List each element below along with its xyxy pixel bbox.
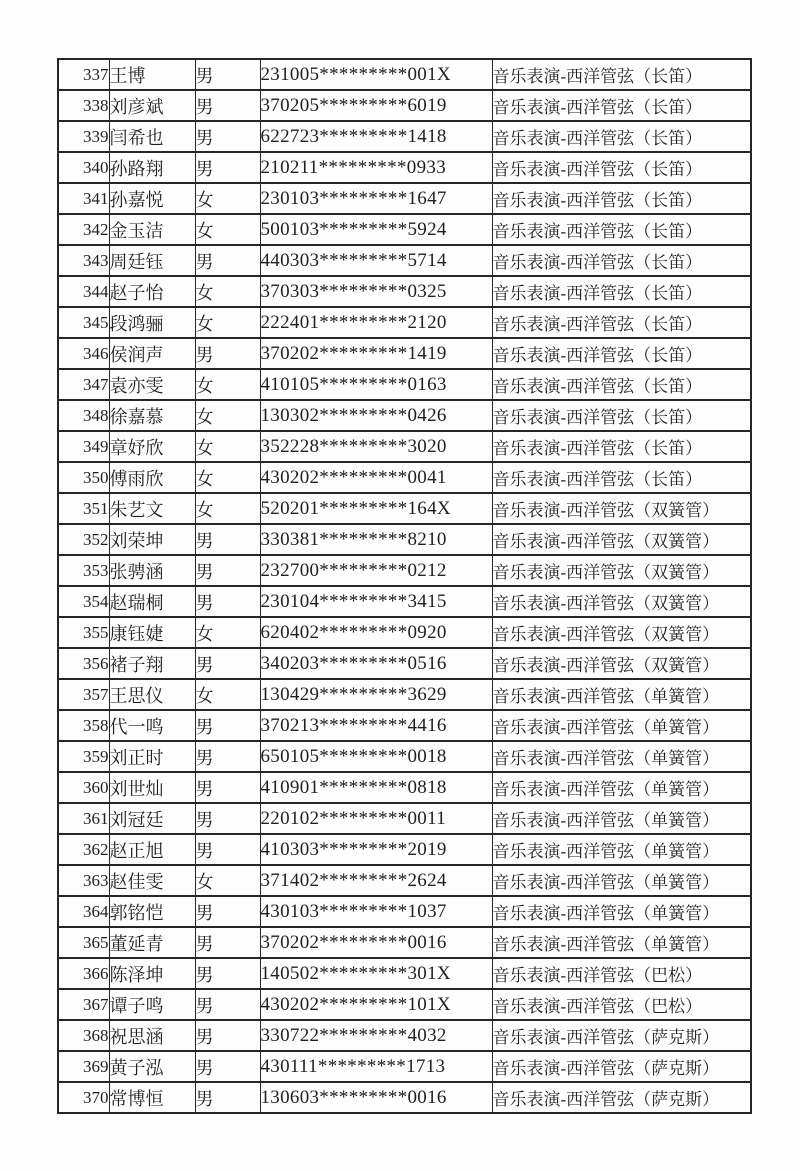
major-cell: 音乐表演-西洋管弦（长笛） <box>492 307 751 338</box>
gender-cell: 女 <box>195 462 260 493</box>
name-cell: 祝思涵 <box>109 1020 195 1051</box>
major-cell: 音乐表演-西洋管弦（长笛） <box>492 338 751 369</box>
name-cell: 段鸿骊 <box>109 307 195 338</box>
gender-cell: 女 <box>195 183 260 214</box>
table-row <box>58 741 751 772</box>
row-number-cell: 368 <box>58 1020 109 1051</box>
row-number-cell: 361 <box>58 803 109 834</box>
row-number-cell: 353 <box>58 555 109 586</box>
major-cell: 音乐表演-西洋管弦（长笛） <box>492 431 751 462</box>
row-number-cell: 346 <box>58 338 109 369</box>
table-row <box>58 989 751 1020</box>
table-row <box>58 834 751 865</box>
table-row <box>58 1082 751 1113</box>
name-cell: 黄子泓 <box>109 1051 195 1082</box>
name-cell: 刘冠廷 <box>109 803 195 834</box>
roster-table <box>57 58 752 1114</box>
name-cell: 谭子鸣 <box>109 989 195 1020</box>
major-cell: 音乐表演-西洋管弦（长笛） <box>492 121 751 152</box>
row-number-cell: 348 <box>58 400 109 431</box>
id-number-cell: 231005*********001X <box>260 59 492 90</box>
id-number-cell: 500103*********5924 <box>260 214 492 245</box>
table-row <box>58 772 751 803</box>
name-cell: 郭铭恺 <box>109 896 195 927</box>
row-number-cell: 356 <box>58 648 109 679</box>
name-cell: 刘世灿 <box>109 772 195 803</box>
major-cell: 音乐表演-西洋管弦（双簧管） <box>492 524 751 555</box>
id-number-cell: 230103*********1647 <box>260 183 492 214</box>
gender-cell: 女 <box>195 214 260 245</box>
major-cell: 音乐表演-西洋管弦（长笛） <box>492 276 751 307</box>
row-number-cell: 340 <box>58 152 109 183</box>
row-number-cell: 370 <box>58 1082 109 1113</box>
id-number-cell: 650105*********0018 <box>260 741 492 772</box>
gender-cell: 男 <box>195 90 260 121</box>
id-number-cell: 130429*********3629 <box>260 679 492 710</box>
gender-cell: 男 <box>195 648 260 679</box>
row-number-cell: 343 <box>58 245 109 276</box>
name-cell: 王思仪 <box>109 679 195 710</box>
table-row <box>58 958 751 989</box>
table-row <box>58 617 751 648</box>
major-cell: 音乐表演-西洋管弦（双簧管） <box>492 617 751 648</box>
name-cell: 常博恒 <box>109 1082 195 1113</box>
table-row <box>58 276 751 307</box>
row-number-cell: 338 <box>58 90 109 121</box>
major-cell: 音乐表演-西洋管弦（单簧管） <box>492 679 751 710</box>
row-number-cell: 350 <box>58 462 109 493</box>
id-number-cell: 370202*********0016 <box>260 927 492 958</box>
id-number-cell: 410901*********0818 <box>260 772 492 803</box>
name-cell: 侯润声 <box>109 338 195 369</box>
table-row <box>58 524 751 555</box>
table-row <box>58 245 751 276</box>
table-row <box>58 369 751 400</box>
id-number-cell: 430202*********101X <box>260 989 492 1020</box>
table-row <box>58 555 751 586</box>
name-cell: 徐嘉慕 <box>109 400 195 431</box>
row-number-cell: 360 <box>58 772 109 803</box>
gender-cell: 男 <box>195 710 260 741</box>
name-cell: 赵子怡 <box>109 276 195 307</box>
gender-cell: 男 <box>195 896 260 927</box>
gender-cell: 男 <box>195 338 260 369</box>
id-number-cell: 220102*********0011 <box>260 803 492 834</box>
table-row <box>58 586 751 617</box>
name-cell: 赵佳雯 <box>109 865 195 896</box>
row-number-cell: 366 <box>58 958 109 989</box>
row-number-cell: 363 <box>58 865 109 896</box>
gender-cell: 女 <box>195 369 260 400</box>
id-number-cell: 140502*********301X <box>260 958 492 989</box>
major-cell: 音乐表演-西洋管弦（巴松） <box>492 989 751 1020</box>
table-row <box>58 338 751 369</box>
gender-cell: 女 <box>195 679 260 710</box>
name-cell: 傅雨欣 <box>109 462 195 493</box>
name-cell: 刘正时 <box>109 741 195 772</box>
row-number-cell: 342 <box>58 214 109 245</box>
gender-cell: 男 <box>195 803 260 834</box>
major-cell: 音乐表演-西洋管弦（双簧管） <box>492 586 751 617</box>
table-row <box>58 896 751 927</box>
row-number-cell: 339 <box>58 121 109 152</box>
name-cell: 闫希也 <box>109 121 195 152</box>
gender-cell: 男 <box>195 989 260 1020</box>
table-row <box>58 927 751 958</box>
gender-cell: 女 <box>195 400 260 431</box>
gender-cell: 男 <box>195 59 260 90</box>
gender-cell: 男 <box>195 1051 260 1082</box>
table-row <box>58 710 751 741</box>
id-number-cell: 232700*********0212 <box>260 555 492 586</box>
id-number-cell: 340203*********0516 <box>260 648 492 679</box>
gender-cell: 女 <box>195 431 260 462</box>
table-row <box>58 400 751 431</box>
id-number-cell: 620402*********0920 <box>260 617 492 648</box>
major-cell: 音乐表演-西洋管弦（长笛） <box>492 152 751 183</box>
table-row <box>58 431 751 462</box>
major-cell: 音乐表演-西洋管弦（单簧管） <box>492 741 751 772</box>
row-number-cell: 365 <box>58 927 109 958</box>
row-number-cell: 351 <box>58 493 109 524</box>
table-row <box>58 307 751 338</box>
major-cell: 音乐表演-西洋管弦（长笛） <box>492 400 751 431</box>
gender-cell: 女 <box>195 493 260 524</box>
name-cell: 周廷钰 <box>109 245 195 276</box>
major-cell: 音乐表演-西洋管弦（萨克斯） <box>492 1020 751 1051</box>
gender-cell: 女 <box>195 617 260 648</box>
row-number-cell: 347 <box>58 369 109 400</box>
major-cell: 音乐表演-西洋管弦（单簧管） <box>492 710 751 741</box>
name-cell: 赵瑞桐 <box>109 586 195 617</box>
gender-cell: 男 <box>195 1020 260 1051</box>
table-row <box>58 183 751 214</box>
table-row <box>58 493 751 524</box>
row-number-cell: 362 <box>58 834 109 865</box>
id-number-cell: 410303*********2019 <box>260 834 492 865</box>
major-cell: 音乐表演-西洋管弦（长笛） <box>492 214 751 245</box>
table-row <box>58 803 751 834</box>
id-number-cell: 370213*********4416 <box>260 710 492 741</box>
name-cell: 刘彦斌 <box>109 90 195 121</box>
id-number-cell: 370205*********6019 <box>260 90 492 121</box>
name-cell: 代一鸣 <box>109 710 195 741</box>
major-cell: 音乐表演-西洋管弦（单簧管） <box>492 865 751 896</box>
gender-cell: 男 <box>195 245 260 276</box>
major-cell: 音乐表演-西洋管弦（双簧管） <box>492 648 751 679</box>
gender-cell: 男 <box>195 152 260 183</box>
name-cell: 孙路翔 <box>109 152 195 183</box>
major-cell: 音乐表演-西洋管弦（长笛） <box>492 369 751 400</box>
gender-cell: 男 <box>195 121 260 152</box>
name-cell: 褚子翔 <box>109 648 195 679</box>
gender-cell: 男 <box>195 1082 260 1113</box>
major-cell: 音乐表演-西洋管弦（单簧管） <box>492 927 751 958</box>
id-number-cell: 370303*********0325 <box>260 276 492 307</box>
name-cell: 董延青 <box>109 927 195 958</box>
id-number-cell: 371402*********2624 <box>260 865 492 896</box>
name-cell: 赵正旭 <box>109 834 195 865</box>
gender-cell: 男 <box>195 772 260 803</box>
row-number-cell: 345 <box>58 307 109 338</box>
name-cell: 章妤欣 <box>109 431 195 462</box>
id-number-cell: 430202*********0041 <box>260 462 492 493</box>
name-cell: 王博 <box>109 59 195 90</box>
table-row <box>58 648 751 679</box>
gender-cell: 男 <box>195 834 260 865</box>
id-number-cell: 210211*********0933 <box>260 152 492 183</box>
gender-cell: 女 <box>195 276 260 307</box>
id-number-cell: 430103*********1037 <box>260 896 492 927</box>
id-number-cell: 520201*********164X <box>260 493 492 524</box>
table-row <box>58 121 751 152</box>
id-number-cell: 130603*********0016 <box>260 1082 492 1113</box>
major-cell: 音乐表演-西洋管弦（长笛） <box>492 183 751 214</box>
id-number-cell: 222401*********2120 <box>260 307 492 338</box>
name-cell: 张骋涵 <box>109 555 195 586</box>
major-cell: 音乐表演-西洋管弦（双簧管） <box>492 555 751 586</box>
row-number-cell: 337 <box>58 59 109 90</box>
id-number-cell: 622723*********1418 <box>260 121 492 152</box>
gender-cell: 男 <box>195 958 260 989</box>
gender-cell: 男 <box>195 927 260 958</box>
table-row <box>58 90 751 121</box>
gender-cell: 男 <box>195 741 260 772</box>
name-cell: 袁亦雯 <box>109 369 195 400</box>
name-cell: 康钰婕 <box>109 617 195 648</box>
name-cell: 刘荣坤 <box>109 524 195 555</box>
major-cell: 音乐表演-西洋管弦（长笛） <box>492 59 751 90</box>
major-cell: 音乐表演-西洋管弦（单簧管） <box>492 834 751 865</box>
row-number-cell: 359 <box>58 741 109 772</box>
gender-cell: 男 <box>195 586 260 617</box>
id-number-cell: 430111*********1713 <box>260 1051 492 1082</box>
id-number-cell: 440303*********5714 <box>260 245 492 276</box>
name-cell: 孙嘉悦 <box>109 183 195 214</box>
major-cell: 音乐表演-西洋管弦（萨克斯） <box>492 1082 751 1113</box>
name-cell: 金玉洁 <box>109 214 195 245</box>
id-number-cell: 130302*********0426 <box>260 400 492 431</box>
major-cell: 音乐表演-西洋管弦（萨克斯） <box>492 1051 751 1082</box>
id-number-cell: 230104*********3415 <box>260 586 492 617</box>
row-number-cell: 364 <box>58 896 109 927</box>
id-number-cell: 330722*********4032 <box>260 1020 492 1051</box>
row-number-cell: 354 <box>58 586 109 617</box>
major-cell: 音乐表演-西洋管弦（长笛） <box>492 462 751 493</box>
major-cell: 音乐表演-西洋管弦（单簧管） <box>492 896 751 927</box>
table-row <box>58 865 751 896</box>
name-cell: 陈泽坤 <box>109 958 195 989</box>
major-cell: 音乐表演-西洋管弦（长笛） <box>492 245 751 276</box>
row-number-cell: 352 <box>58 524 109 555</box>
id-number-cell: 352228*********3020 <box>260 431 492 462</box>
roster-table-body <box>58 59 751 1113</box>
table-row <box>58 1051 751 1082</box>
major-cell: 音乐表演-西洋管弦（长笛） <box>492 90 751 121</box>
major-cell: 音乐表演-西洋管弦（双簧管） <box>492 493 751 524</box>
id-number-cell: 330381*********8210 <box>260 524 492 555</box>
gender-cell: 女 <box>195 865 260 896</box>
row-number-cell: 357 <box>58 679 109 710</box>
table-row <box>58 462 751 493</box>
major-cell: 音乐表演-西洋管弦（巴松） <box>492 958 751 989</box>
name-cell: 朱艺文 <box>109 493 195 524</box>
major-cell: 音乐表演-西洋管弦（单簧管） <box>492 772 751 803</box>
row-number-cell: 355 <box>58 617 109 648</box>
row-number-cell: 369 <box>58 1051 109 1082</box>
row-number-cell: 367 <box>58 989 109 1020</box>
id-number-cell: 410105*********0163 <box>260 369 492 400</box>
row-number-cell: 349 <box>58 431 109 462</box>
row-number-cell: 358 <box>58 710 109 741</box>
table-row <box>58 1020 751 1051</box>
gender-cell: 男 <box>195 524 260 555</box>
id-number-cell: 370202*********1419 <box>260 338 492 369</box>
row-number-cell: 344 <box>58 276 109 307</box>
table-row <box>58 214 751 245</box>
major-cell: 音乐表演-西洋管弦（单簧管） <box>492 803 751 834</box>
table-row <box>58 679 751 710</box>
table-row <box>58 152 751 183</box>
gender-cell: 男 <box>195 555 260 586</box>
gender-cell: 女 <box>195 307 260 338</box>
row-number-cell: 341 <box>58 183 109 214</box>
table-row <box>58 59 751 90</box>
